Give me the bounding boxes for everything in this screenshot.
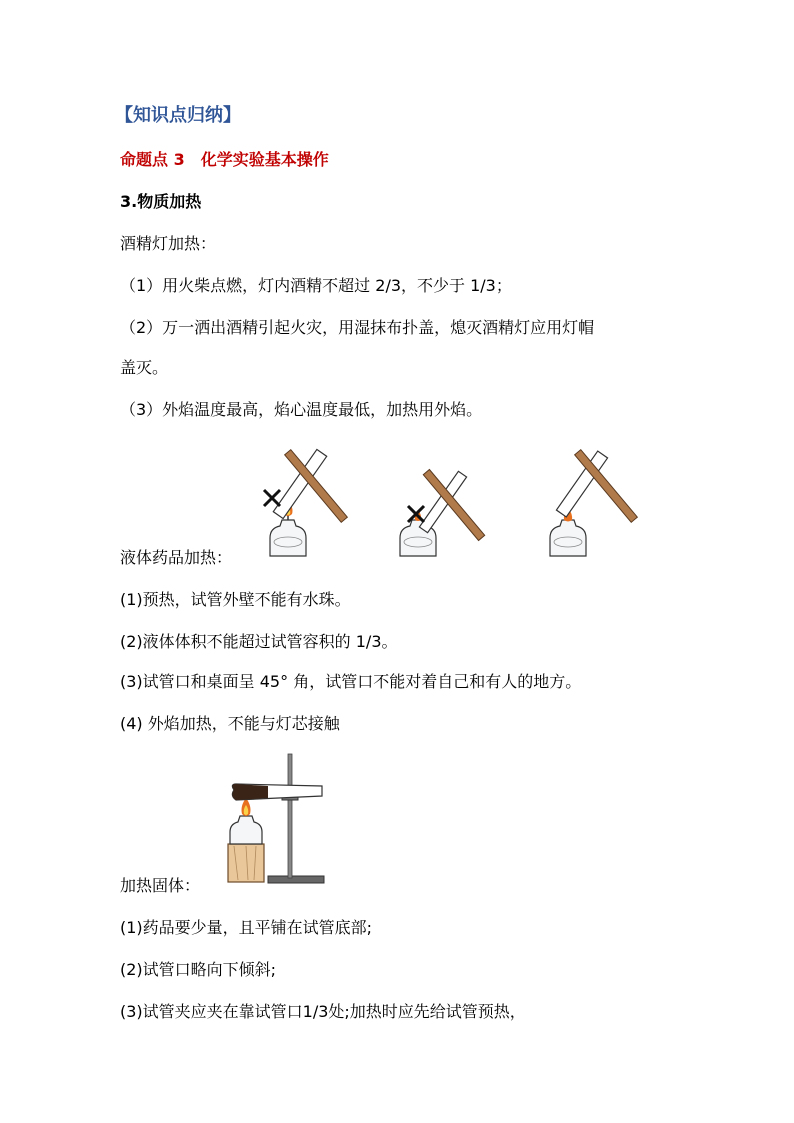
- setup-wrong-1: [264, 449, 347, 556]
- solid-title: 加热固体：: [120, 876, 201, 895]
- liquid-heating-figure: [250, 438, 670, 560]
- setup-correct: [550, 450, 637, 556]
- liquid-item-4: (4) 外焰加热，不能与灯芯接触: [120, 714, 340, 733]
- setup-wrong-2: [400, 469, 485, 556]
- topic-title: 命题点 3 化学实验基本操作: [120, 150, 329, 169]
- section-title: 3.物质加热: [120, 192, 202, 211]
- lamp-item-2: （2）万一洒出酒精引起火灾，用湿抹布扑盖，熄灭酒精灯应用灯帽: [120, 318, 595, 337]
- liquid-item-3: (3)试管口和桌面呈 45° 角，试管口不能对着自己和有人的地方。: [120, 672, 582, 691]
- lamp-item-3: （3）外焰温度最高，焰心温度最低，加热用外焰。: [120, 400, 483, 419]
- solid-heating-figure: [224, 752, 334, 886]
- knowledge-heading: 【知识点归纳】: [115, 105, 241, 126]
- lamp-item-2-cont: 盖灭。: [120, 358, 169, 377]
- lamp-title: 酒精灯加热：: [120, 234, 217, 253]
- liquid-title: 液体药品加热：: [120, 548, 233, 567]
- liquid-item-1: (1)预热，试管外壁不能有水珠。: [120, 590, 351, 609]
- solid-item-2: (2)试管口略向下倾斜;: [120, 960, 277, 979]
- solid-item-1: (1)药品要少量，且平铺在试管底部;: [120, 918, 373, 937]
- solid-item-3: (3)试管夹应夹在靠试管口1/3处;加热时应先给试管预热，: [120, 1002, 526, 1021]
- lamp-item-1: （1）用火柴点燃，灯内酒精不超过 2/3，不少于 1/3；: [120, 276, 512, 295]
- liquid-item-2: (2)液体体积不能超过试管容积的 1/3。: [120, 632, 398, 651]
